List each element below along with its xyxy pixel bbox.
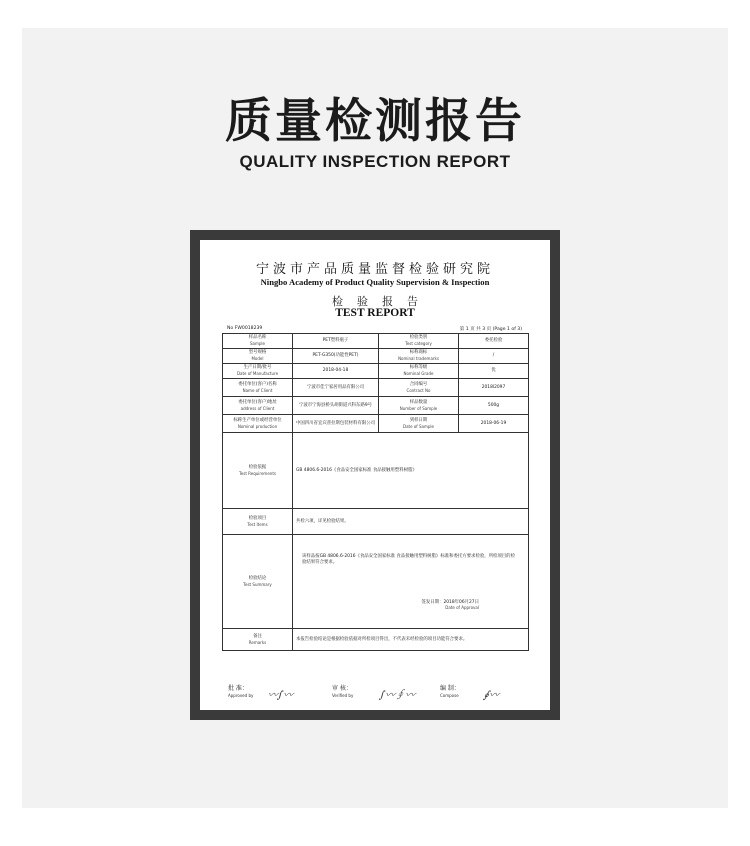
approval-date: 签发日期：2018年06月27日 Date of Approval (421, 599, 479, 611)
compose-label: 编 制： Compose (440, 685, 460, 698)
report-title-cn: 检验报告 (332, 295, 432, 308)
approved-label: 批 准： Approved by (228, 685, 254, 698)
conclusion-value: 该样品按GB 4806.6-2016《食品安全国家标准 食品接触用塑料树脂》标准和委托方要求检验，所检项目的检验结果符合要求。 (302, 554, 515, 565)
composer-signature: ∮〰 (482, 690, 500, 701)
label-cell: 委托单位(客户)名称 Name of Client (223, 379, 293, 397)
table-row (223, 397, 529, 415)
verifier-signature: ∫〰∮〰 (378, 690, 416, 701)
requirements-value: GB 4806.6-2016《食品安全国家标准 食品接触用塑料树脂》 (293, 433, 529, 509)
verified-label: 审 核： Verified by (332, 685, 354, 698)
label-cell: 生产日期/批号 Date of Manufacture (223, 364, 293, 379)
table-row (223, 629, 529, 651)
report-title-en: TEST REPORT (335, 307, 415, 319)
report-table (222, 333, 529, 651)
value-cell: 委托检验 (459, 334, 529, 349)
label-cell: 标称商标 Nominal trademarks (379, 349, 459, 364)
label-cell: 委托单位(客户)地址 address of Client (223, 397, 293, 415)
items-value: 共检六项，详见检验结果。 (293, 509, 529, 535)
label-cell: 型号规格 Model (223, 349, 293, 364)
remarks-value: 本报告检验结论是根据检验依据对所检项目得出，不代表未经检验的项目功能符合要求。 (293, 629, 529, 651)
value-cell: PET-G350(功能性PET) (293, 349, 379, 364)
label-cell: 标称等级 Nominal Grade (379, 364, 459, 379)
institute-name-cn: 宁波市产品质量监督检验研究院 (255, 262, 494, 277)
institute-name-en: Ningbo Academy of Product Quality Supervision & Inspection (260, 277, 490, 287)
approver-signature: 〰∫〰 (266, 690, 294, 701)
page-info: 第 1 页 共 3 页 (Page 1 of 3) (459, 327, 522, 332)
value-cell: PET塑料瓶子 (293, 334, 379, 349)
report-document (200, 240, 550, 710)
label-cell: 检验依据 Test Requirements (223, 433, 293, 509)
value-cell: 2018-06-19 (459, 415, 529, 433)
table-row (223, 509, 529, 535)
label-cell: 备注 Remarks (223, 629, 293, 651)
value-cell: 2018l2097 (459, 379, 529, 397)
value-cell: 优 (459, 364, 529, 379)
label-cell: 检验项目 Test Items (223, 509, 293, 535)
value-cell: 2018-04-18 (293, 364, 379, 379)
table-row (223, 379, 529, 397)
table-row (223, 433, 529, 509)
label-cell: 到样日期 Date of Sample (379, 415, 459, 433)
value-cell: 宁波市宁海县桥头胡街道兴科东路9号 (293, 397, 379, 415)
table-row (223, 364, 529, 379)
value-cell: 中国四川省宜宾普拉斯包装材料有限公司 (293, 415, 379, 433)
page-title: 质量检测报告 (225, 94, 525, 149)
value-cell: / (459, 349, 529, 364)
report-number: No FW0018239 (227, 326, 263, 331)
table-row (223, 415, 529, 433)
table-row (223, 349, 529, 364)
label-cell: 合同编号 Contract No (379, 379, 459, 397)
label-cell: 样品名称 Sample (223, 334, 293, 349)
table-row (223, 535, 529, 629)
signature-row (222, 682, 528, 706)
page-subtitle: QUALITY INSPECTION REPORT (239, 152, 511, 171)
label-cell: 检验结论 Test Summary (223, 535, 293, 629)
conclusion-cell (293, 535, 529, 629)
label-cell: 检验类别 Test category (379, 334, 459, 349)
label-cell: 标称生产单位或经营单位 Nominal production (223, 415, 293, 433)
value-cell: 500g (459, 397, 529, 415)
value-cell: 宁波市佳宁家居用品有限公司 (293, 379, 379, 397)
label-cell: 样品数量 Number of Sample (379, 397, 459, 415)
table-row (223, 334, 529, 349)
